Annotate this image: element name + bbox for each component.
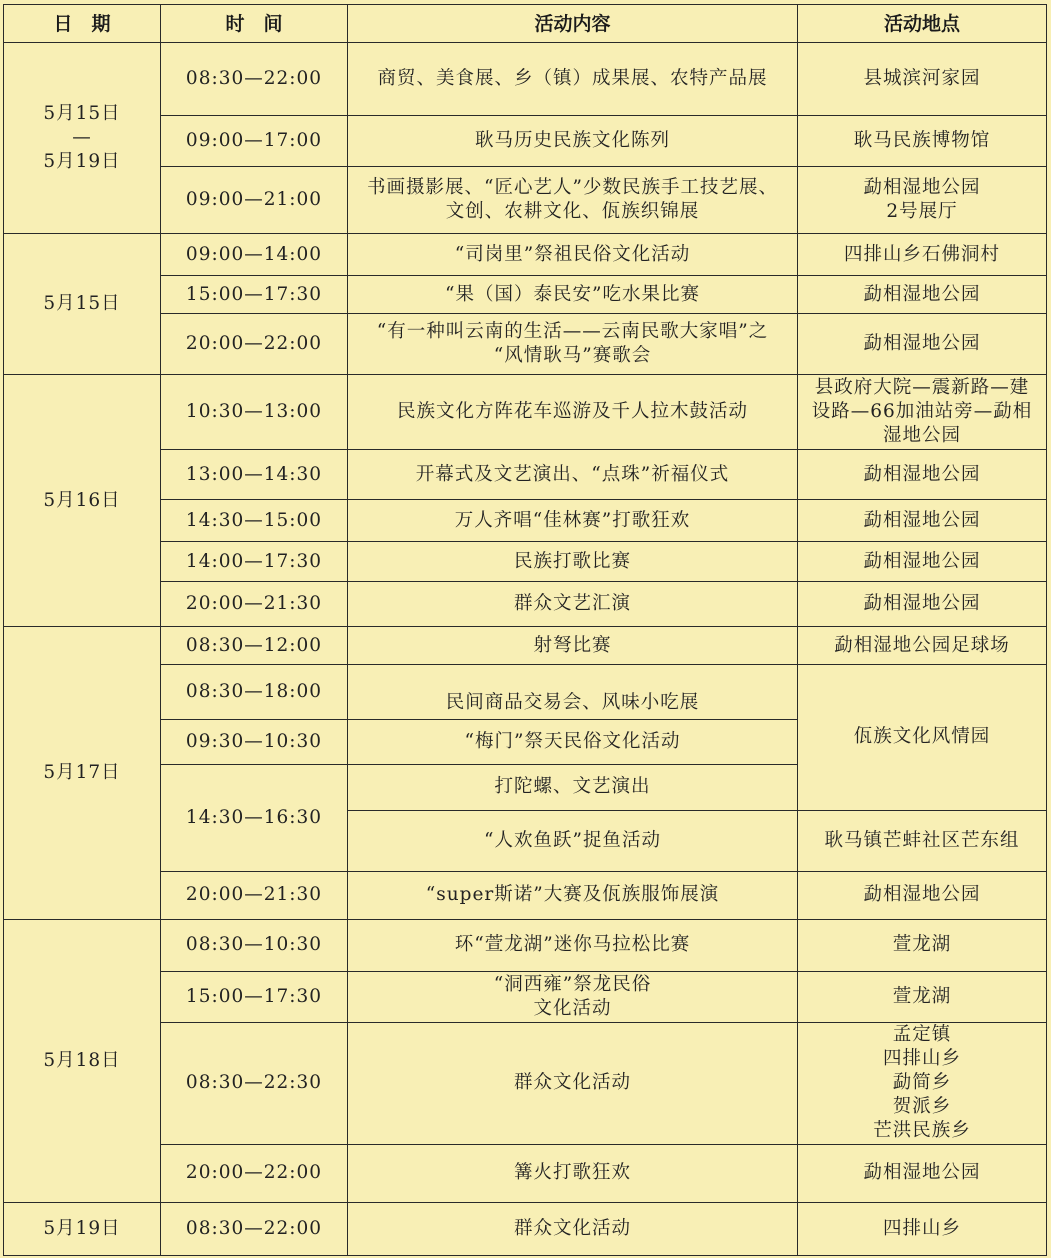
- time-cell: 08:30—22:00: [161, 43, 348, 116]
- time-cell: 10:30—13:00: [161, 375, 348, 450]
- location-cell: 四排山乡: [798, 1202, 1047, 1255]
- content-cell: “有一种叫云南的生活——云南民歌大家唱”之 “风情耿马”赛歌会: [348, 314, 798, 375]
- content-cell: 打陀螺、文艺演出: [348, 764, 798, 810]
- table-row: [4, 919, 1047, 971]
- date-cell: 5月18日: [4, 919, 161, 1202]
- content-cell: “super斯诺”大赛及佤族服饰展演: [348, 871, 798, 919]
- location-cell: 勐相湿地公园: [798, 314, 1047, 375]
- content-cell: 篝火打歌狂欢: [348, 1144, 798, 1202]
- location-cell: 县政府大院—震新路—建 设路—66加油站旁—勐相 湿地公园: [798, 375, 1047, 450]
- location-cell: 勐相湿地公园: [798, 1144, 1047, 1202]
- table-row: [4, 871, 1047, 919]
- content-cell: 开幕式及文艺演出、“点珠”祈福仪式: [348, 450, 798, 500]
- location-cell: 萱龙湖: [798, 971, 1047, 1022]
- location-cell: 萱龙湖: [798, 919, 1047, 971]
- time-cell: 20:00—22:00: [161, 1144, 348, 1202]
- time-cell: 20:00—22:00: [161, 314, 348, 375]
- location-cell: 县城滨河家园: [798, 43, 1047, 116]
- time-cell: 09:00—17:00: [161, 116, 348, 167]
- header-date: 日 期: [4, 5, 161, 43]
- content-cell: 万人齐唱“佳林赛”打歌狂欢: [348, 500, 798, 542]
- table-row: [4, 116, 1047, 167]
- table-row: [4, 500, 1047, 542]
- time-cell: 08:30—12:00: [161, 627, 348, 665]
- content-cell: 民间商品交易会、风味小吃展: [348, 665, 798, 720]
- table-row: [4, 167, 1047, 234]
- content-cell: “梅门”祭天民俗文化活动: [348, 720, 798, 764]
- content-cell: 民族文化方阵花车巡游及千人拉木鼓活动: [348, 375, 798, 450]
- time-cell: 08:30—18:00: [161, 665, 348, 720]
- table-row: [4, 1144, 1047, 1202]
- time-cell: 08:30—22:00: [161, 1202, 348, 1255]
- table-row: [4, 450, 1047, 500]
- table-row: [4, 375, 1047, 450]
- location-cell: 四排山乡石佛洞村: [798, 234, 1047, 276]
- header-location: 活动地点: [798, 5, 1047, 43]
- date-cell: 5月17日: [4, 627, 161, 919]
- content-cell: 商贸、美食展、乡（镇）成果展、农特产品展: [348, 43, 798, 116]
- content-cell: 群众文化活动: [348, 1022, 798, 1144]
- time-cell: 15:00—17:30: [161, 276, 348, 314]
- time-cell: 15:00—17:30: [161, 971, 348, 1022]
- location-cell: 勐相湿地公园 2号展厅: [798, 167, 1047, 234]
- time-cell: 09:00—21:00: [161, 167, 348, 234]
- schedule-table: [3, 4, 1047, 1256]
- location-cell: 孟定镇 四排山乡 勐简乡 贺派乡 芒洪民族乡: [798, 1022, 1047, 1144]
- location-cell: 勐相湿地公园: [798, 542, 1047, 582]
- date-cell: 5月16日: [4, 375, 161, 627]
- date-cell: 5月15日: [4, 234, 161, 375]
- header-content: 活动内容: [348, 5, 798, 43]
- location-cell: 勐相湿地公园: [798, 871, 1047, 919]
- time-cell: 14:30—16:30: [161, 764, 348, 871]
- time-cell: 09:30—10:30: [161, 720, 348, 764]
- content-cell: 群众文化活动: [348, 1202, 798, 1255]
- table-row: [4, 1022, 1047, 1144]
- location-cell: 勐相湿地公园: [798, 500, 1047, 542]
- content-cell: 射弩比赛: [348, 627, 798, 665]
- time-cell: 09:00—14:00: [161, 234, 348, 276]
- header-time: 时 间: [161, 5, 348, 43]
- table-row: [4, 582, 1047, 627]
- content-cell: “洞西雍”祭龙民俗 文化活动: [348, 971, 798, 1022]
- content-cell: 环“萱龙湖”迷你马拉松比赛: [348, 919, 798, 971]
- time-cell: 14:30—15:00: [161, 500, 348, 542]
- table-row: [4, 276, 1047, 314]
- time-cell: 08:30—10:30: [161, 919, 348, 971]
- content-cell: 耿马历史民族文化陈列: [348, 116, 798, 167]
- content-cell: 民族打歌比赛: [348, 542, 798, 582]
- date-cell: 5月15日 — 5月19日: [4, 43, 161, 234]
- content-cell: 群众文艺汇演: [348, 582, 798, 627]
- time-cell: 13:00—14:30: [161, 450, 348, 500]
- location-cell: 勐相湿地公园: [798, 582, 1047, 627]
- table-row: [4, 1202, 1047, 1255]
- content-cell: “人欢鱼跃”捉鱼活动: [348, 810, 798, 871]
- location-cell: 佤族文化风情园: [798, 665, 1047, 810]
- date-cell: 5月19日: [4, 1202, 161, 1255]
- table-row: [4, 627, 1047, 665]
- location-cell: 耿马镇芒蚌社区芒东组: [798, 810, 1047, 871]
- table-row: [4, 665, 1047, 720]
- time-cell: 14:00—17:30: [161, 542, 348, 582]
- location-cell: 勐相湿地公园: [798, 450, 1047, 500]
- location-cell: 勐相湿地公园: [798, 276, 1047, 314]
- header-row: [4, 5, 1047, 43]
- table-row: [4, 314, 1047, 375]
- location-cell: 勐相湿地公园足球场: [798, 627, 1047, 665]
- time-cell: 08:30—22:30: [161, 1022, 348, 1144]
- location-cell: 耿马民族博物馆: [798, 116, 1047, 167]
- table-row: [4, 234, 1047, 276]
- content-cell: “司岗里”祭祖民俗文化活动: [348, 234, 798, 276]
- table-row: [4, 971, 1047, 1022]
- time-cell: 20:00—21:30: [161, 871, 348, 919]
- content-cell: “果（国）泰民安”吃水果比赛: [348, 276, 798, 314]
- table-row: [4, 542, 1047, 582]
- table-row: [4, 43, 1047, 116]
- content-cell: 书画摄影展、“匠心艺人”少数民族手工技艺展、 文创、农耕文化、佤族织锦展: [348, 167, 798, 234]
- time-cell: 20:00—21:30: [161, 582, 348, 627]
